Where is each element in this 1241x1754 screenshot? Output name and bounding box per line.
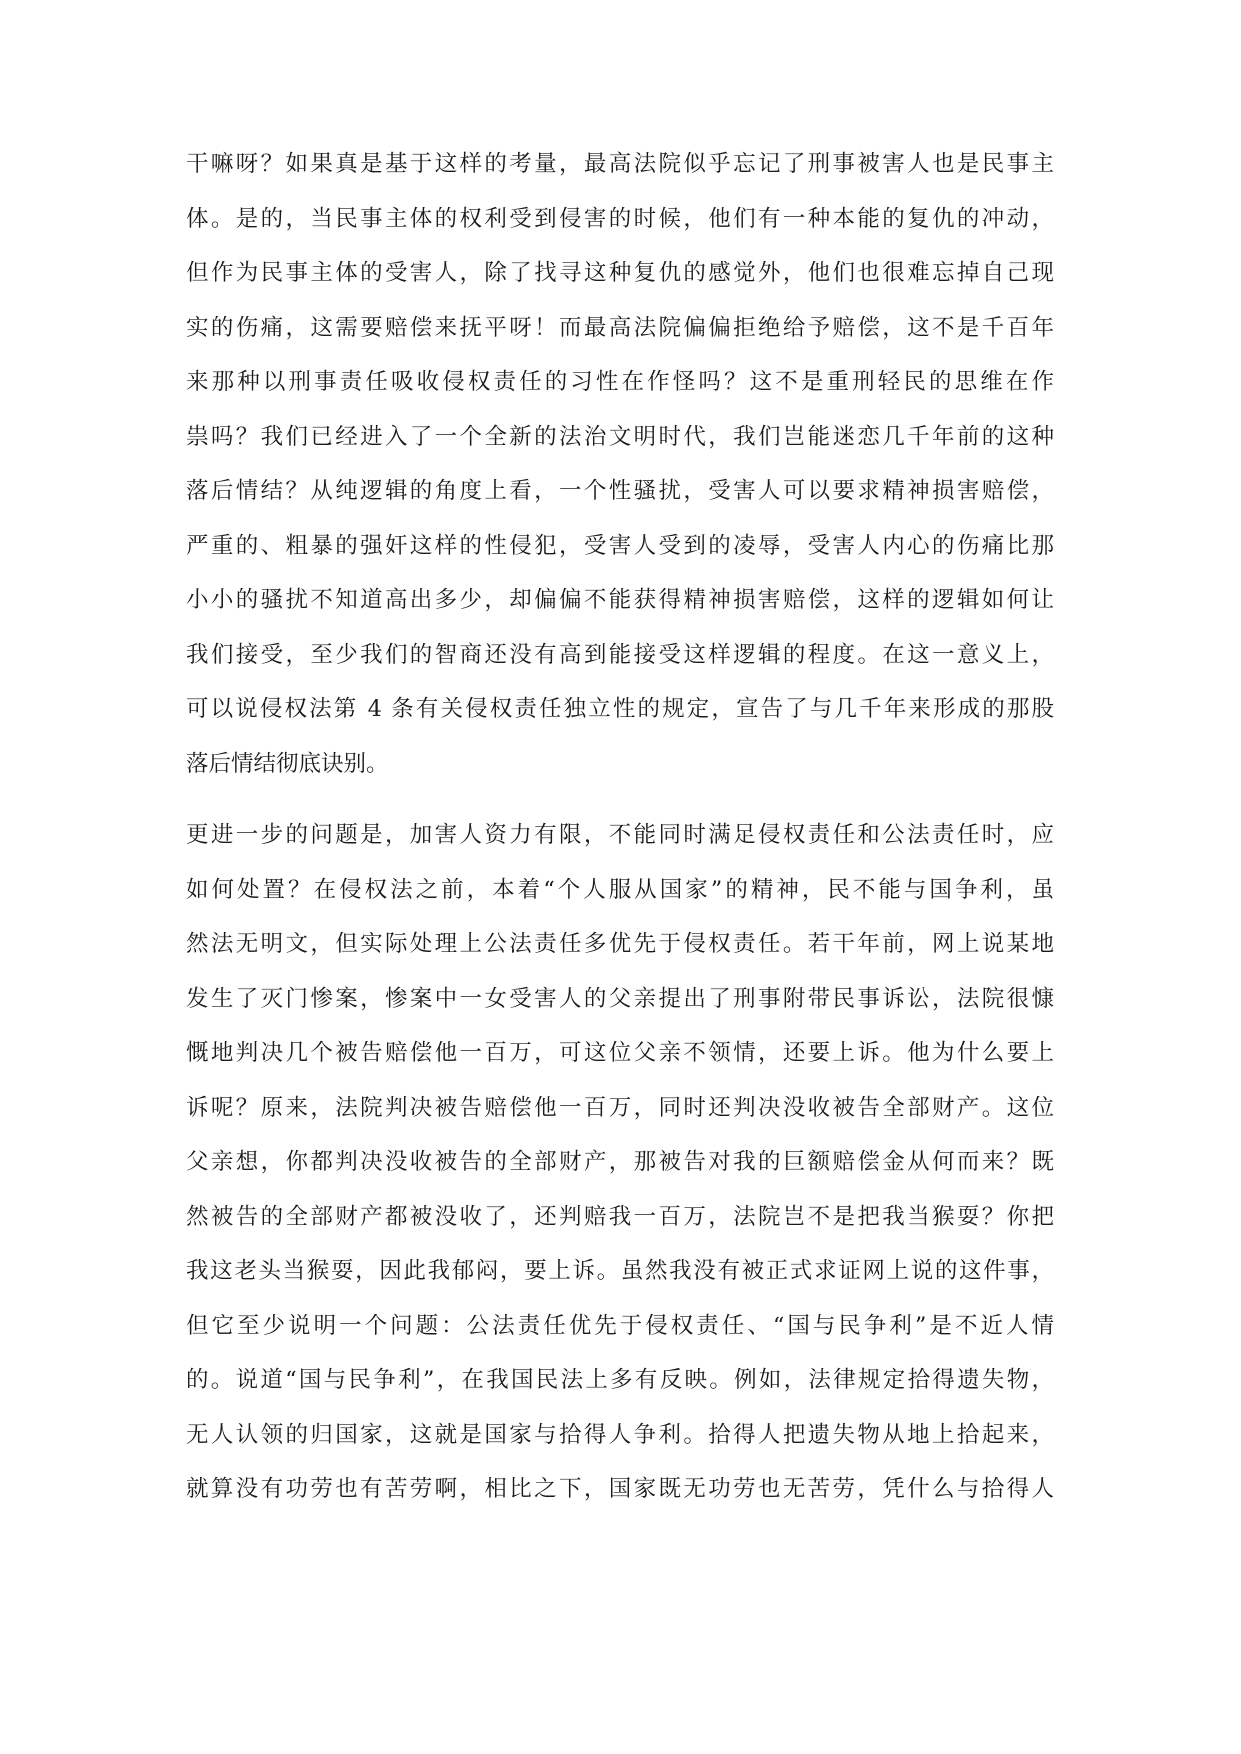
- text-line: 我这老头当猴耍，因此我郁闷，要上诉。虽然我没有被正式求证网上说的这件事，: [186, 1258, 1054, 1284]
- text-line: 慨地判决几个被告赔偿他一百万，可这位父亲不领情，还要上诉。他为什么要上: [186, 1040, 1054, 1066]
- text-line: 如何处置？在侵权法之前，本着“个人服从国家”的精神，民不能与国争利，虽: [186, 876, 1054, 903]
- text-line: 落后情结？从纯逻辑的角度上看，一个性骚扰，受害人可以要求精神损害赔偿，: [186, 478, 1054, 504]
- text-line: 可以说侵权法第 4 条有关侵权责任独立性的规定，宣告了与几千年来形成的那股: [186, 696, 1054, 722]
- text-line: 更进一步的问题是，加害人资力有限，不能同时满足侵权责任和公法责任时，应: [186, 822, 1054, 848]
- text-line: 的。说道“国与民争利”，在我国民法上多有反映。例如，法律规定拾得遗失物，: [186, 1367, 1054, 1393]
- text-line: 严重的、粗暴的强奸这样的性侵犯，受害人受到的凌辱，受害人内心的伤痛比那: [186, 532, 1054, 559]
- text-line: 无人认领的归国家，这就是国家与拾得人争利。拾得人把遗失物从地上拾起来，: [186, 1421, 1054, 1448]
- text-line: 但作为民事主体的受害人，除了找寻这种复仇的感觉外，他们也很难忘掉自己现: [186, 260, 1054, 286]
- text-line: 祟吗？我们已经进入了一个全新的法治文明时代，我们岂能迷恋几千年前的这种: [186, 423, 1054, 450]
- text-line: 小小的骚扰不知道高出多少，却偏偏不能获得精神损害赔偿，这样的逻辑如何让: [186, 587, 1054, 613]
- text-line: 干嘛呀？如果真是基于这样的考量，最高法院似乎忘记了刑事被害人也是民事主: [186, 151, 1054, 177]
- text-line: 然法无明文，但实际处理上公法责任多优先于侵权责任。若干年前，网上说某地: [186, 931, 1054, 957]
- text-line: 父亲想，你都判决没收被告的全部财产，那被告对我的巨额赔偿金从何而来？既: [186, 1149, 1054, 1175]
- text-line: 发生了灭门惨案，惨案中一女受害人的父亲提出了刑事附带民事诉讼，法院很慷: [186, 985, 1054, 1012]
- text-line: 来那种以刑事责任吸收侵权责任的习性在作怪吗？这不是重刑轻民的思维在作: [186, 369, 1054, 395]
- paragraph-2: [186, 808, 1054, 1517]
- text-line: 我们接受，至少我们的智商还没有高到能接受这样逻辑的程度。在这一意义上，: [186, 641, 1054, 668]
- text-line: 实的伤痛，这需要赔偿来抚平呀！而最高法院偏偏拒绝给予赔偿，这不是千百年: [186, 314, 1054, 341]
- paragraph-1: [186, 137, 1054, 791]
- text-line: 但它至少说明一个问题：公法责任优先于侵权责任、“国与民争利”是不近人情: [186, 1312, 1054, 1339]
- text-line: 体。是的，当民事主体的权利受到侵害的时候，他们有一种本能的复仇的冲动，: [186, 205, 1054, 232]
- text-line: 就算没有功劳也有苦劳啊，相比之下，国家既无功劳也无苦劳，凭什么与拾得人: [186, 1476, 1054, 1502]
- text-line: 落后情结彻底诀别。: [186, 750, 389, 777]
- text-line: 然被告的全部财产都被没收了，还判赔我一百万，法院岂不是把我当猴耍？你把: [186, 1203, 1054, 1230]
- text-line: 诉呢？原来，法院判决被告赔偿他一百万，同时还判决没收被告全部财产。这位: [186, 1094, 1054, 1121]
